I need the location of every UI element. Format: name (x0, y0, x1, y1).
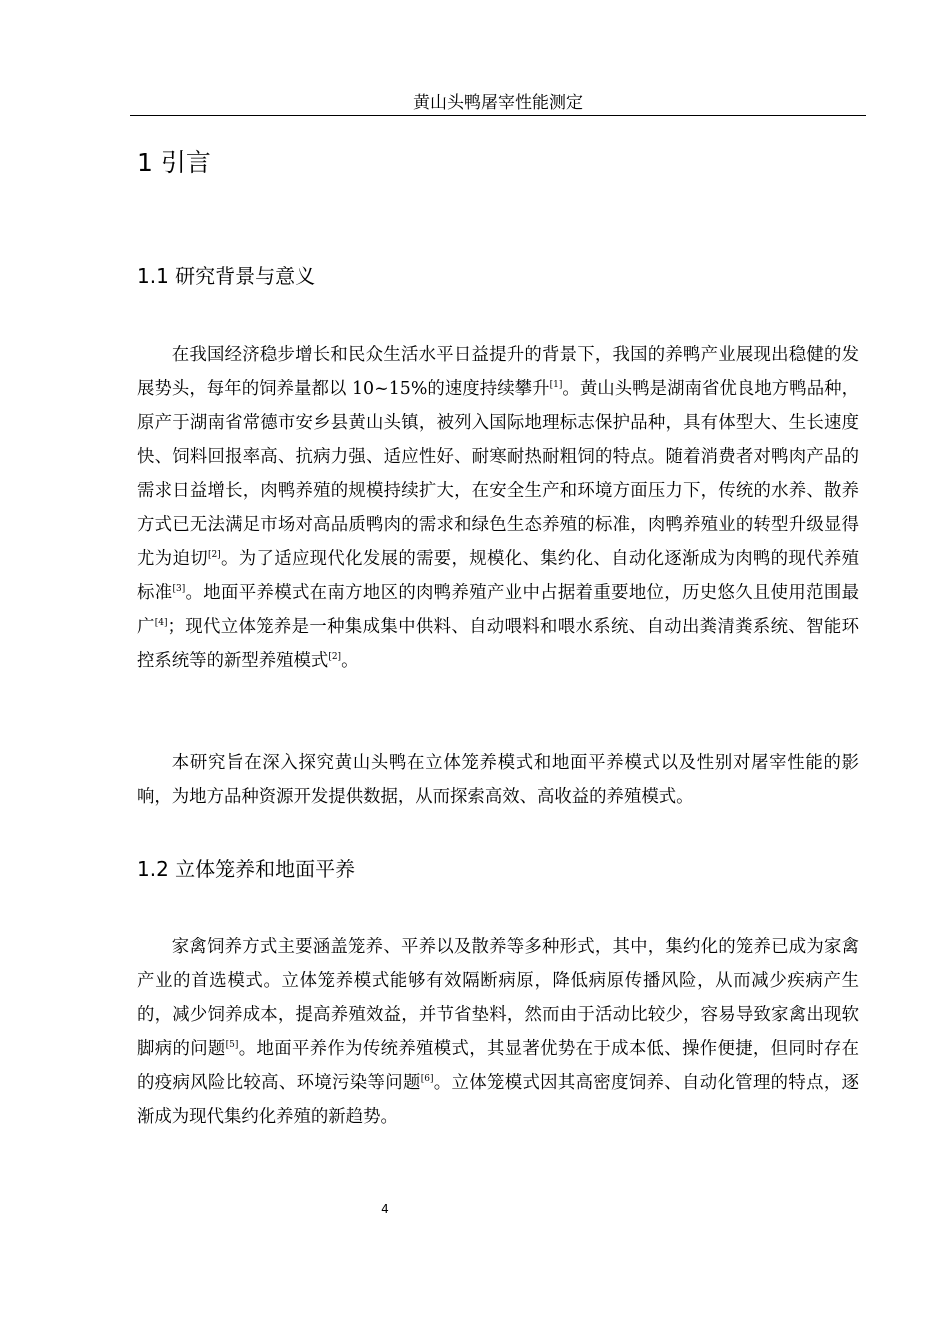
text-run: 。立体笼模式因其高密度饲养、自动化管理的特点，逐渐成为现代集约化养殖的新趋势。 (137, 1073, 859, 1127)
paragraph-housing-modes (137, 930, 859, 1134)
citation: [2] (207, 550, 221, 560)
text-run: 家禽饲养方式主要涵盖笼养、平养以及散养等多种形式，其中，集约化的笼养已成为家禽产业的首选模式。立体笼养模式能够有效隔断病原，降低病原传播风险，从而减少疾病产生的，减少饲养成本，提高养殖效益，并节省垫料，然而由于活动比较少，容易导致家禽出现软脚病的问题 (137, 937, 859, 1059)
citation: [4] (154, 618, 168, 628)
page-number: 4 (381, 1202, 389, 1216)
text-run: ；现代立体笼养是一种集成集中供料、自动喂料和喂水系统、自动出粪清粪系统、智能环控系统等的新型养殖模式 (137, 617, 859, 671)
paragraph-purpose: 本研究旨在深入探究黄山头鸭在立体笼养模式和地面平养模式以及性别对屠宰性能的影响，为地方品种资源开发提供数据，从而探索高效、高收益的养殖模式。 (137, 753, 859, 807)
paragraph-background (137, 338, 859, 678)
running-header-title: 黄山头鸭屠宰性能测定 (130, 91, 866, 116)
text-run: 。黄山头鸭是湖南省优良地方鸭品种，原产于湖南省常德市安乡县黄山头镇，被列入国际地理标志保护品种，具有体型大、生长速度快、饲料回报率高、抗病力强、适应性好、耐寒耐热耐粗饲的特点。随着消费者对鸭肉产品的需求日益增长，肉鸭养殖的规模持续扩大，在安全生产和环境方面压力下，传统的水养、散养方式已无法满足市场对高品质鸭肉的需求和绿色生态养殖的标准，肉鸭养殖业的转型升级显得尤为迫切 (137, 379, 859, 569)
text-run: 。地面平养模式在南方地区的肉鸭养殖产业中占据着重要地位，历史悠久且使用范围最广 (137, 583, 859, 637)
text-run: 。为了适应现代化发展的需要，规模化、集约化、自动化逐渐成为肉鸭的现代养殖标准 (137, 549, 859, 603)
section-heading-1-1: 1.1 研究背景与意义 (137, 264, 316, 288)
text-run: 在我国经济稳步增长和民众生活水平日益提升的背景下，我国的养鸭产业展现出稳健的发展势头，每年的饲养量都以 10~15%的速度持续攀升 (137, 345, 859, 399)
citation: [6] (420, 1074, 434, 1084)
text-run: 。地面平养作为传统养殖模式，其显著优势在于成本低、操作便捷，但同时存在的疫病风险比较高、环境污染等问题 (137, 1039, 859, 1093)
citation: [5] (225, 1040, 239, 1050)
section-heading-1-2: 1.2 立体笼养和地面平养 (137, 857, 356, 881)
citation: [3] (172, 584, 186, 594)
chapter-heading: 1 引言 (137, 148, 211, 177)
text-run: 。 (341, 651, 359, 671)
citation: [2] (328, 652, 342, 662)
citation: [1] (549, 380, 563, 390)
